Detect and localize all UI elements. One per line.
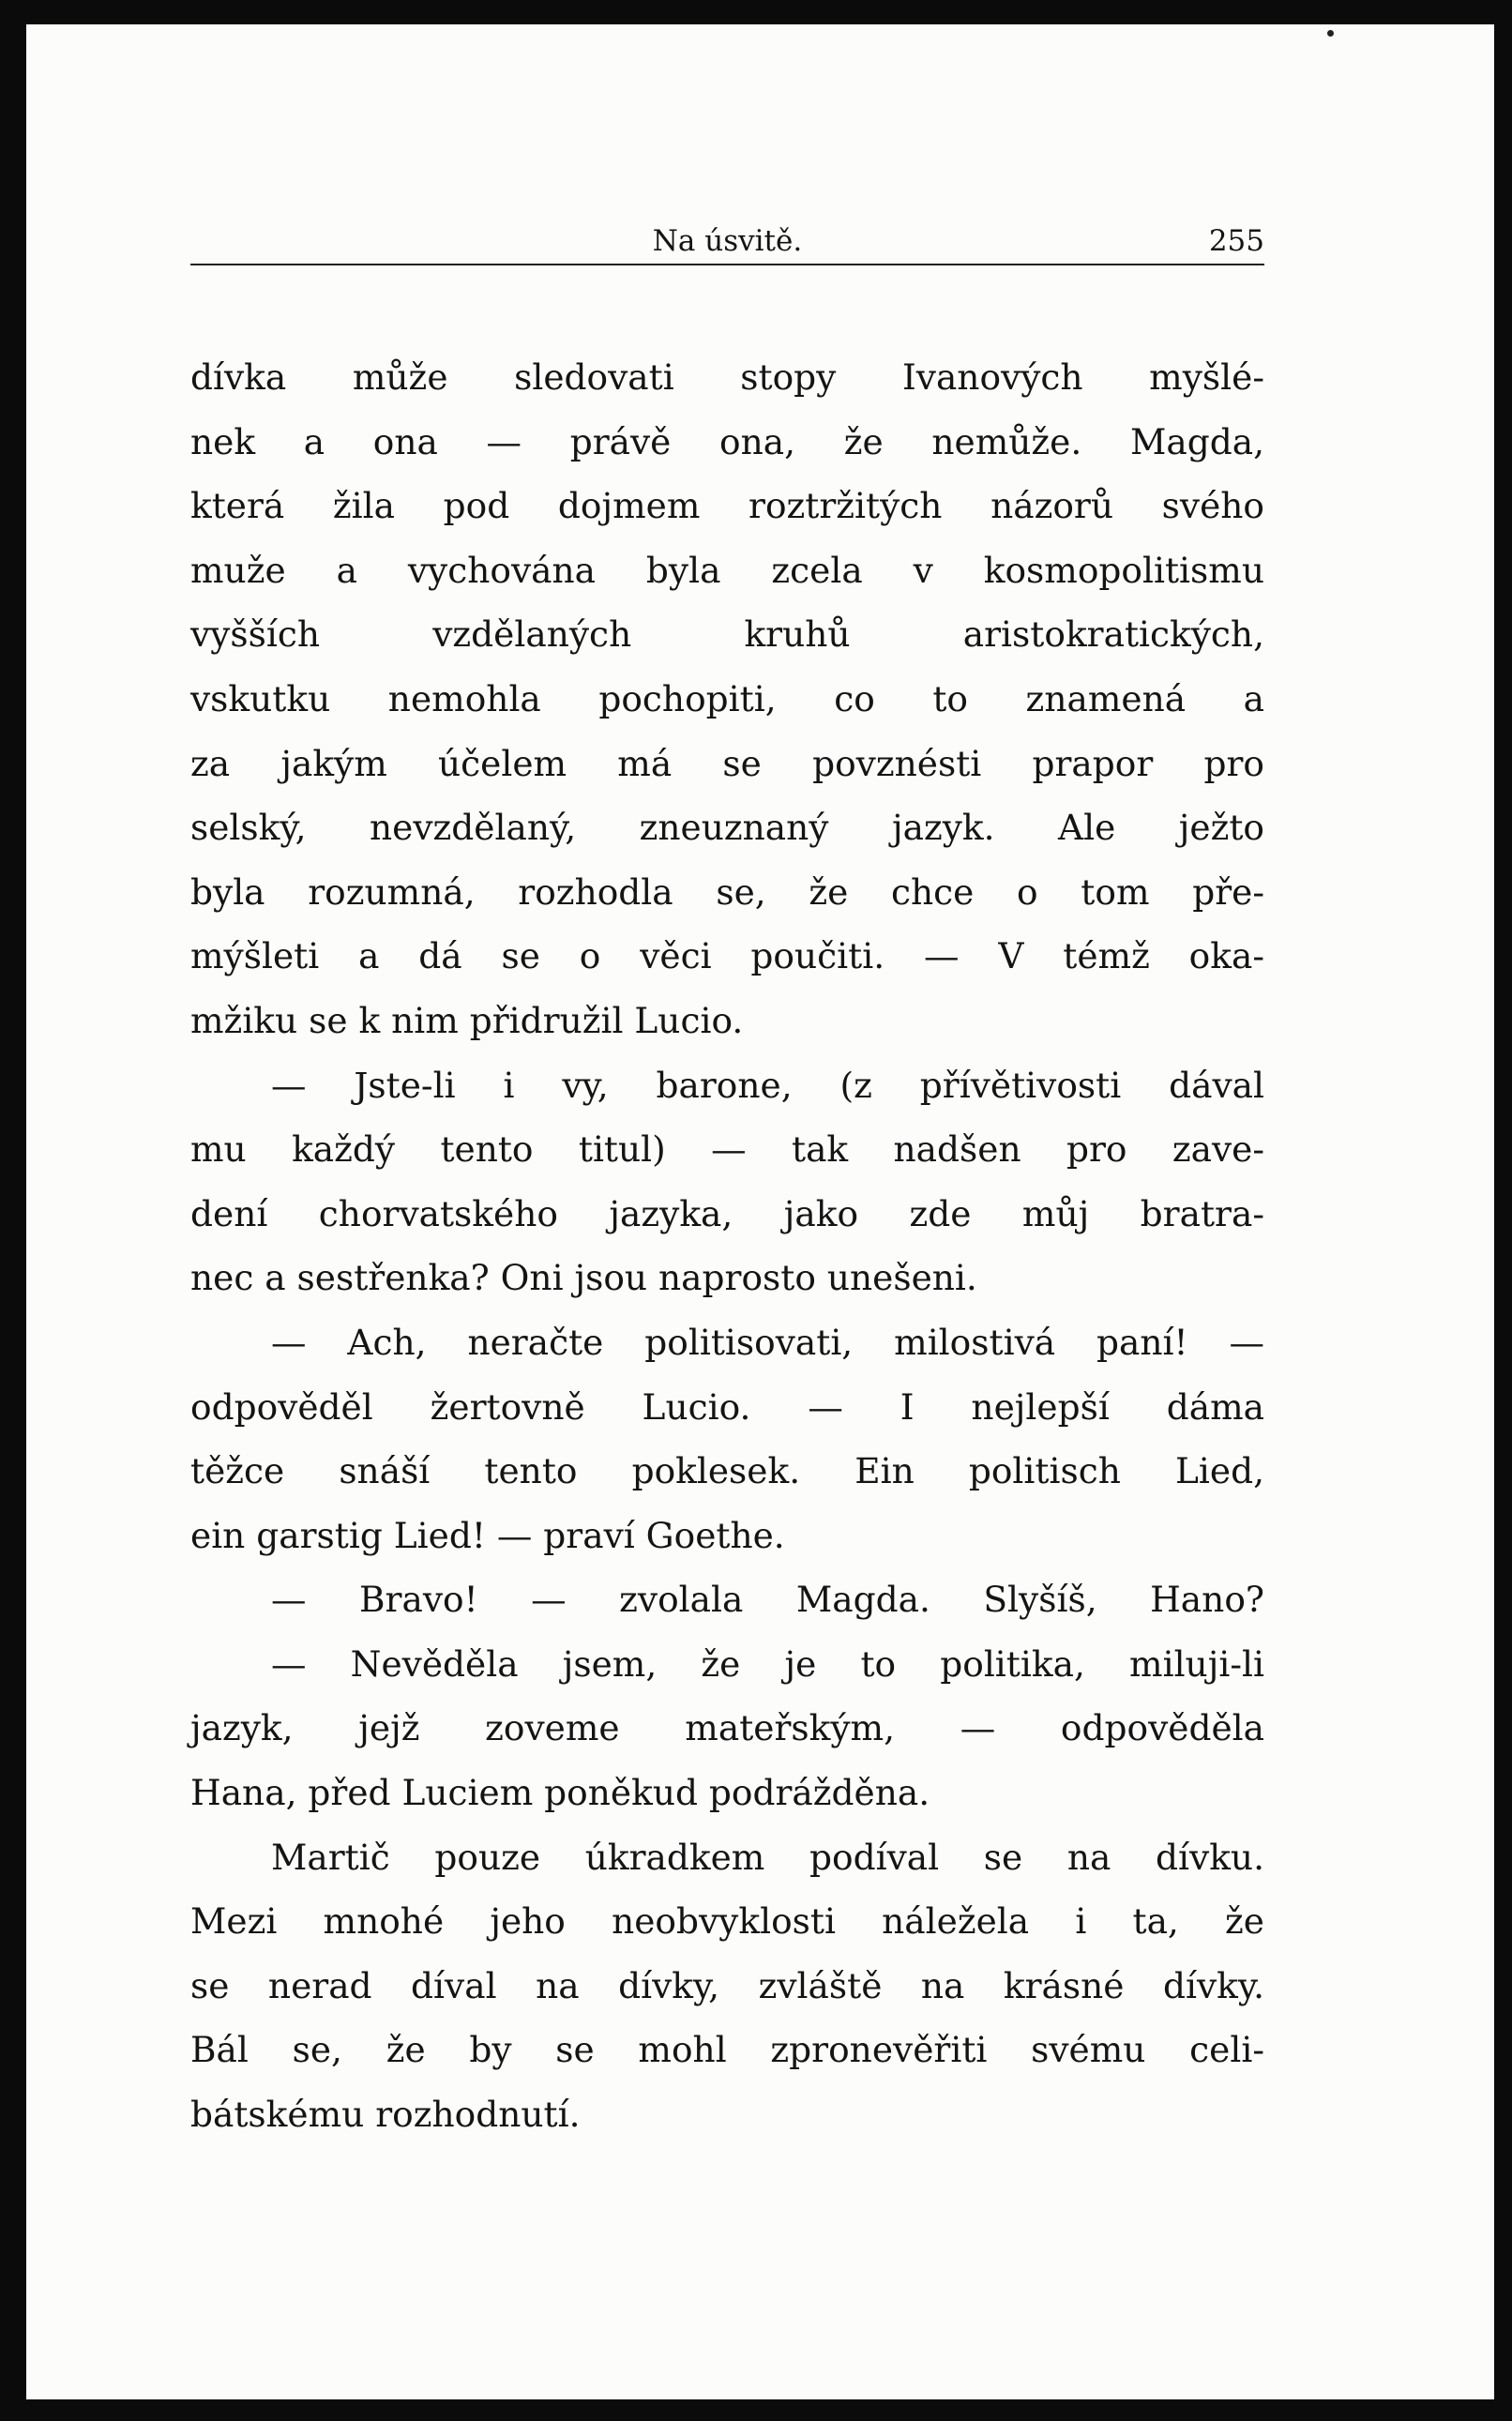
text-line: — Ach, neračte politisovati, milostivá paní! — (271, 1321, 1264, 1363)
text-line: za jakým účelem má se povznésti prapor pro (190, 742, 1264, 784)
text-line: vyšších vzdělaných kruhů aristokratických, (190, 613, 1264, 656)
text-line: se nerad díval na dívky, zvláště na krásné dívky. (190, 1964, 1264, 2006)
page-header (190, 198, 1264, 265)
text-line: jazyk, jejž zoveme mateřským, — odpověděla (190, 1707, 1264, 1749)
text-line: dení chorvatského jazyka, jako zde můj bratra- (190, 1192, 1264, 1234)
speck-mark (1327, 30, 1334, 37)
text-line: těžce snáší tento poklesek. Ein politisch Lied, (190, 1450, 1264, 1492)
text-line: vskutku nemohla pochopiti, co to znamená a (190, 677, 1264, 719)
text-line: mýšleti a dá se o věci poučiti. — V témž oka- (190, 935, 1264, 977)
text-line: která žila pod dojmem roztržitých názorů svého (190, 485, 1264, 527)
text-line: byla rozumná, rozhodla se, že chce o tom pře- (190, 870, 1264, 913)
text-line: mu každý tento titul) — tak nadšen pro zave- (190, 1128, 1264, 1171)
text-line: Martič pouze úkradkem podíval se na dívku. (271, 1836, 1264, 1878)
text-line: nek a ona — právě ona, že nemůže. Magda, (190, 420, 1264, 462)
text-line: ein garstig Lied! — praví Goethe. (190, 1514, 785, 1556)
book-page (26, 24, 1494, 2399)
text-line: dívka může sledovati stopy Ivanových myšlé- (190, 356, 1264, 398)
text-line: nec a sestřenka? Oni jsou naprosto unešeni. (190, 1257, 977, 1299)
running-title: Na úsvitě. (652, 224, 803, 258)
text-line: Mezi mnohé jeho neobvyklosti náležela i ta, že (190, 1900, 1264, 1943)
text-line: selský, nevzdělaný, zneuznaný jazyk. Ale ježto (190, 807, 1264, 849)
text-line: Hana, před Luciem poněkud podrážděna. (190, 1772, 930, 1814)
text-line: mžiku se k nim přidružil Lucio. (190, 999, 744, 1041)
text-line: bátskému rozhodnutí. (190, 2094, 581, 2136)
text-line: — Jste-li i vy, barone, (z přívětivosti dával (271, 1064, 1264, 1106)
text-line: — Bravo! — zvolala Magda. Slyšíš, Hano? (271, 1579, 1264, 1621)
page-number: 255 (1208, 224, 1264, 258)
text-line: odpověděl žertovně Lucio. — I nejlepší dáma (190, 1385, 1264, 1428)
text-line: Bál se, že by se mohl zpronevěřiti svému celi- (190, 2029, 1264, 2071)
text-line: — Nevěděla jsem, že je to politika, miluji-li (271, 1642, 1264, 1685)
text-line: muže a vychována byla zcela v kosmopolitismu (190, 549, 1264, 591)
body-text (190, 345, 1264, 2147)
